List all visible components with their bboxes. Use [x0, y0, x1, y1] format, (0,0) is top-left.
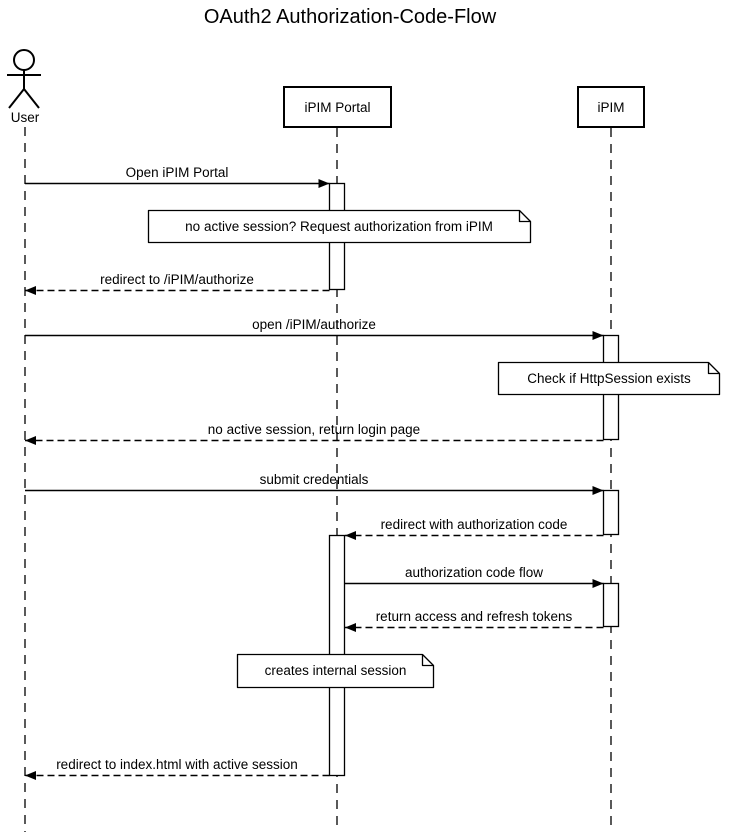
message-label-redirect-authorize: redirect to /iPIM/authorize: [100, 272, 254, 287]
message-label-open-ipim-portal: Open iPIM Portal: [125, 165, 229, 180]
participant-label-ipim-portal: iPIM Portal: [304, 99, 371, 115]
diagram-title: OAuth2 Authorization-Code-Flow: [203, 6, 497, 28]
message-label-redirect-auth-code: redirect with authorization code: [380, 517, 568, 532]
message-label-auth-code-flow: authorization code flow: [404, 565, 544, 580]
participant-label-ipim: iPIM: [597, 99, 625, 115]
participant-box-ipim: [577, 86, 645, 128]
note-check-httpsession: Check if HttpSession exists: [527, 370, 691, 386]
note-no-active-session: no active session? Request authorization from iPIM: [185, 218, 493, 234]
participant-label-user: User: [10, 110, 40, 125]
actor-icon: [7, 50, 41, 108]
message-label-redirect-index: redirect to index.html with active session: [56, 757, 298, 772]
message-label-open-authorize: open /iPIM/authorize: [252, 317, 376, 332]
message-label-return-login-page: no active session, return login page: [207, 422, 421, 437]
activation-bar-ipim-3: [604, 584, 619, 627]
participant-box-ipim-portal: [283, 86, 392, 128]
message-label-return-tokens: return access and refresh tokens: [375, 609, 573, 624]
activation-bar-ipim-2: [604, 491, 619, 535]
note-creates-session: creates internal session: [264, 663, 407, 678]
message-label-submit-credentials: submit credentials: [259, 472, 369, 487]
